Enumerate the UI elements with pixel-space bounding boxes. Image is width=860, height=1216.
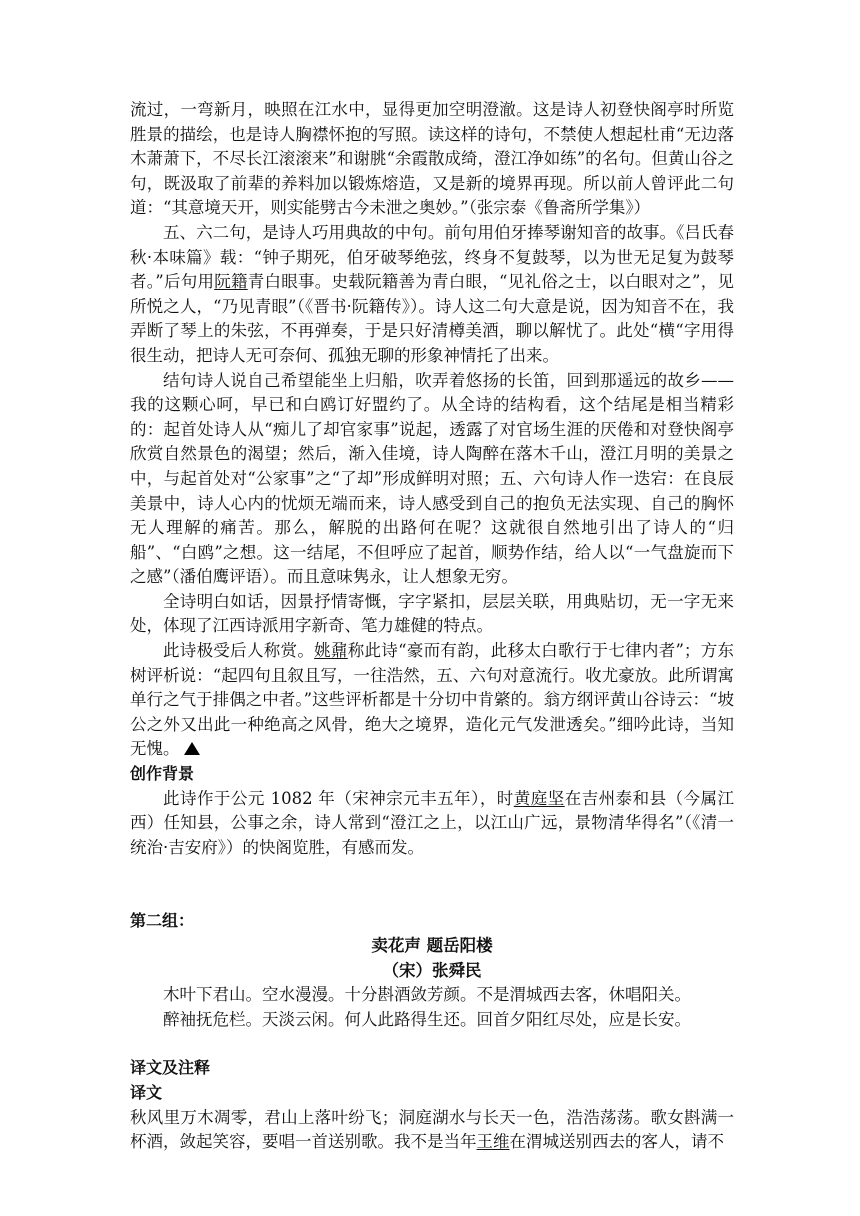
triangle-icon [184, 742, 200, 755]
poem-line-1: 木叶下君山。空水漫漫。十分斟酒敛芳颜。不是渭城西去客，休唱阳关。 [163, 985, 691, 1005]
analysis-paragraph-5: 此诗极受后人称赏。姚鼐称此诗“豪而有韵，此移太白歌行于七律内者”；方东树评析说：“起四句且叙且写，一往浩然，五、六句对意流行。收尤豪放。此所谓寓单行之气于排偶之中者。”这些评析都是十分切中肯綮的。翁方纲评黄山谷诗云：“坡公之外又出此一种绝高之风骨，绝大之境界，造化元气发泄透矣。”细吟此诗，当知无愧。 [130, 641, 735, 759]
link-huang-tingjian[interactable]: 黄庭坚 [513, 788, 565, 808]
link-ruan-ji[interactable]: 阮籍 [214, 272, 248, 292]
analysis-paragraph-1: 流过，一弯新月，映照在江水中，显得更加空明澄澈。这是诗人初登快阁亭时所览胜景的描绘，也是诗人胸襟怀抱的写照。读这样的诗句，不禁使人想起杜甫“无边落木萧萧下，不尽长江滚滚来”和谢朓“余霞散成绮，澄江净如练”的名句。但黄山谷之句，既汲取了前辈的养料加以锻炼熔造，又是新的境界再现。所以前人曾评此二句道：“其意境天开，则实能劈古今未泄之奥妙。”（张宗泰《鲁斋所学集》） [130, 100, 734, 218]
analysis-paragraph-4: 全诗明白如话，因景抒情寄慨，字字紧扣，层层关联，用典贴切，无一字无来处，体现了江西诗派用字新奇、笔力雄健的特点。 [130, 591, 734, 636]
analysis-paragraph-3: 结句诗人说自己希望能坐上归船，吹弄着悠扬的长笛，回到那遥远的故乡——我的这颗心呵，早已和白鸥订好盟约了。从全诗的结构看，这个结尾是相当精彩的：起首处诗人从“痴儿了却官家事”说起，透露了对官场生涯的厌倦和对登快阁亭欣赏自然景色的渴望；然后，渐入佳境，诗人陶醉在落木千山，澄江月明的美景之中，与起首处对“公家事”之“了却”形成鲜明对照；五、六句诗人作一迭宕：在良辰美景中，诗人心内的忧烦无端而来，诗人感受到自己的抱负无法实现、自己的胸怀无人理解的痛苦。那么，解脱的出路何在呢？这就很自然地引出了诗人的“归船”、“白鸥”之想。这一结尾，不但呼应了起首，顺势作结，给人以“一气盘旋而下之感”（潘伯鹰评语）。而且意味隽永，让人想象无穷。 [130, 370, 734, 587]
document-page [130, 98, 734, 1155]
poem-line-2: 醉袖抚危栏。天淡云闲。何人此路得生还。回首夕阳红尽处，应是长安。 [163, 1009, 691, 1029]
group-two-label: 第二组： [130, 911, 195, 931]
translation-paragraph: 秋风里万木凋零，君山上落叶纷飞；洞庭湖水与长天一色，浩浩荡荡。歌女斟满一杯酒，敛起笑容，要唱一首送别歌。我不是当年王维在渭城送别西去的客人，请不 [130, 1107, 734, 1152]
poem-title: 卖花声 题岳阳楼 [371, 936, 493, 955]
translation-section-heading: 译文及注释 [130, 1058, 211, 1078]
spacer [130, 1032, 734, 1056]
spacer [130, 860, 734, 909]
background-paragraph: 此诗作于公元 1082 年（宋神宗元丰五年），时黄庭坚在吉州泰和县（今属江西）任知县，公事之余，诗人常到“澄江之上，以江山广远，景物清华得名”（《清一统治·吉安府》）的快阁览胜，有感而发。 [130, 788, 735, 857]
background-heading: 创作背景 [130, 764, 195, 784]
link-wang-wei[interactable]: 王维 [476, 1132, 510, 1152]
poem-author: （宋）张舜民 [382, 960, 482, 980]
translation-sub-heading: 译文 [130, 1082, 163, 1102]
link-yao-nai[interactable]: 姚鼐 [314, 641, 348, 661]
analysis-paragraph-2: 五、六二句，是诗人巧用典故的中句。前句用伯牙捧琴谢知音的故事。《吕氏春秋·本味篇》载：“钟子期死，伯牙破琴绝弦，终身不复鼓琴，以为世无足复为鼓琴者。”后句用阮籍青白眼事。史载阮籍善为青白眼，“见礼俗之士，以白眼对之”，见所悦之人，“乃见青眼”（《晋书·阮籍传》）。诗人这二句大意是说，因为知音不在，我弄断了琴上的朱弦，不再弹奏，于是只好清樽美酒，聊以解忧了。此处“横“字用得很生动，把诗人无可奈何、孤独无聊的形象神情托了出来。 [130, 222, 735, 365]
